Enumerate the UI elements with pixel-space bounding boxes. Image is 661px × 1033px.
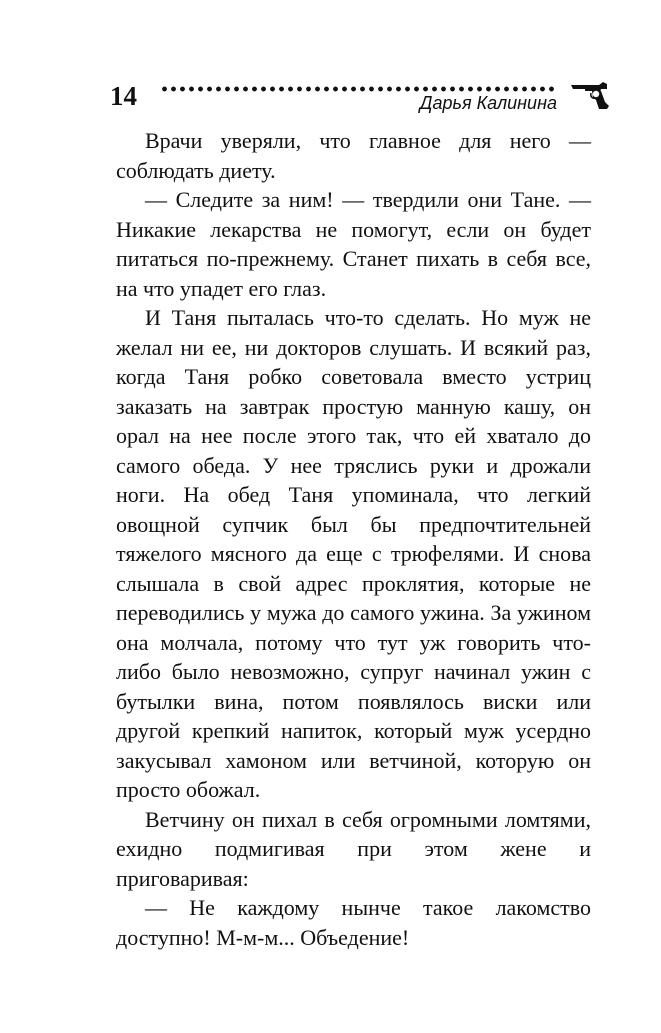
body-text: [116, 126, 591, 952]
paragraph: Врачи уверяли, что главное для него — соблюдать диету.: [116, 128, 591, 183]
revolver-icon: [569, 80, 611, 110]
paragraph: Ветчину он пихал в себя огромными ломтями, ехидно подмигивая при этом жене и приговаривая:: [116, 806, 591, 891]
paragraph: — Следите за ним! — твердили они Тане. — Никакие лекарства не помогут, если он будет питаться по-прежнему. Станет пихать в себя все, на что упадет его глаз.: [116, 187, 591, 301]
page-number: 14: [110, 81, 137, 111]
paragraph: И Таня пыталась что-то сделать. Но муж не желал ни ее, ни докторов слушать. И всякий раз, когда Таня робко советовала вместо устриц заказать на завтрак простую манную кашу, он орал на нее после этого так, что ей хватало до самого обеда. У нее тряслись руки и дрожали ноги. На обед Таня упоминала, что легкий овощной супчик был бы предпочтительней тяжелого мясного да еще с трюфелями. И снова слышала в свой адрес проклятия, которые не переводились у мужа до самого ужина. За ужином она молчала, потому что тут уж говорить что-либо было невозможно, супруг начинал ужин с бутылки вина, потом появлялось виски или другой крепкий напиток, который муж усердно закусывал хамоном или ветчиной, которую он просто обожал.: [116, 305, 591, 802]
running-head-author: Дарья Калинина: [419, 93, 557, 113]
paragraph: — Не каждому нынче такое лакомство доступно! М-м-м... Объедение!: [116, 895, 591, 950]
